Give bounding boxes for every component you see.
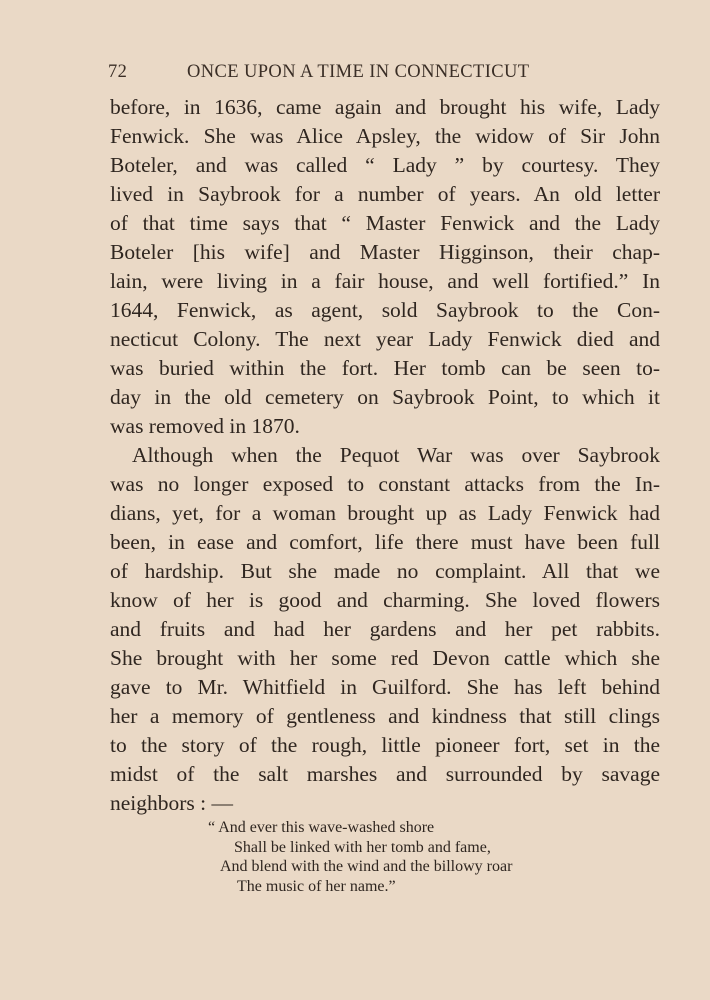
text-line: Although when the Pequot War was over Saybrook: [132, 443, 660, 467]
text-line: was no longer exposed to constant attacks from the In-: [110, 472, 660, 496]
text-line: Boteler [his wife] and Master Higginson, their chap-: [110, 240, 660, 264]
text-line: been, in ease and comfort, life there must have been full: [110, 530, 660, 554]
text-line: was buried within the fort. Her tomb can be seen to-: [110, 356, 660, 380]
text-line: dians, yet, for a woman brought up as Lady Fenwick had: [110, 501, 660, 525]
text-line: to the story of the rough, little pioneer fort, set in the: [110, 733, 660, 757]
text-line: and fruits and had her gardens and her pet rabbits.: [110, 617, 660, 641]
text-line: Boteler, and was called “ Lady ” by courtesy. They: [110, 153, 660, 177]
text-line: 1644, Fenwick, as agent, sold Saybrook to the Con-: [110, 298, 660, 322]
text-line: know of her is good and charming. She loved flowers: [110, 588, 660, 612]
poem-line: And blend with the wind and the billowy roar: [220, 858, 513, 875]
text-line: gave to Mr. Whitfield in Guilford. She has left behind: [110, 675, 660, 699]
text-line: her a memory of gentleness and kindness that still clings: [110, 704, 660, 728]
text-line: was removed in 1870.: [110, 414, 300, 438]
poem-line: “ And ever this wave-washed shore: [208, 819, 435, 836]
body-text: [110, 93, 660, 818]
text-line: neighbors : —: [110, 791, 234, 815]
poem-quotation: [208, 818, 588, 896]
page-number: 72: [108, 62, 128, 82]
text-line: She brought with her some red Devon cattle which she: [110, 646, 660, 670]
text-line: of that time says that “ Master Fenwick and the Lady: [110, 211, 660, 235]
running-title: ONCE UPON A TIME IN CONNECTICUT: [187, 62, 530, 82]
text-line: lived in Saybrook for a number of years. An old letter: [110, 182, 660, 206]
text-line: day in the old cemetery on Saybrook Point, to which it: [110, 385, 660, 409]
poem-line: The music of her name.”: [237, 877, 396, 895]
text-line: before, in 1636, came again and brought his wife, Lady: [110, 95, 660, 119]
poem-line: Shall be linked with her tomb and fame,: [234, 838, 491, 856]
text-line: of hardship. But she made no complaint. All that we: [110, 559, 660, 583]
text-line: midst of the salt marshes and surrounded by savage: [110, 762, 660, 786]
text-line: lain, were living in a fair house, and well fortified.” In: [110, 269, 660, 293]
text-line: Fenwick. She was Alice Apsley, the widow of Sir John: [110, 124, 660, 148]
text-line: necticut Colony. The next year Lady Fenwick died and: [110, 327, 660, 351]
